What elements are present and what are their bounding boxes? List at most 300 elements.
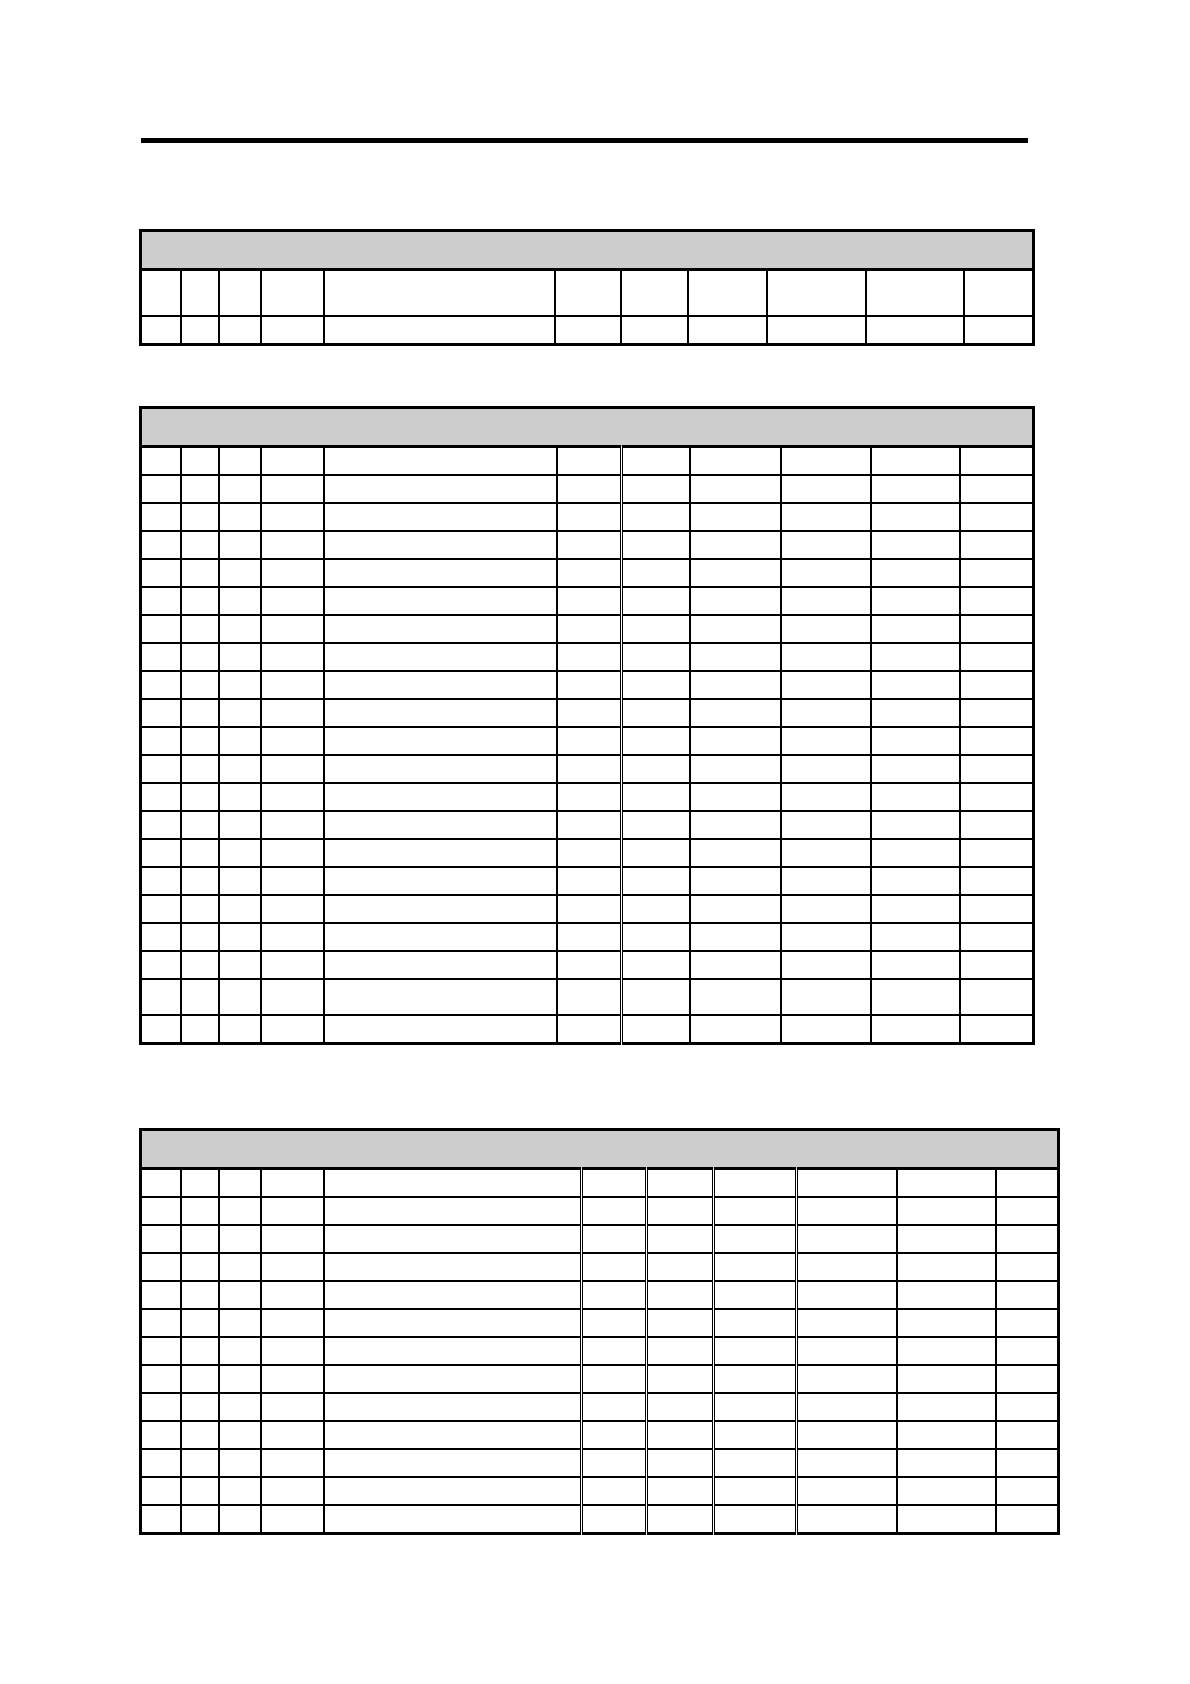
table-row: [141, 1365, 1059, 1393]
table-row: [141, 1393, 1059, 1421]
table-row: [141, 1169, 1059, 1198]
cell: [781, 503, 871, 531]
cell: [557, 783, 622, 811]
cell: [797, 1225, 897, 1253]
table-row: [141, 1225, 1059, 1253]
cell: [219, 979, 261, 1015]
cell: [871, 979, 960, 1015]
cell: [871, 699, 960, 727]
cell: [557, 951, 622, 979]
table-row: [141, 755, 1034, 783]
cell: [324, 1449, 582, 1477]
cell: [781, 531, 871, 559]
cell: [181, 895, 219, 923]
cell: [141, 727, 181, 755]
cell: [871, 867, 960, 895]
cell: [181, 587, 219, 615]
cell: [960, 643, 1034, 671]
cell: [781, 475, 871, 503]
cell: [557, 839, 622, 867]
cell: [261, 270, 324, 317]
cell: [960, 951, 1034, 979]
cell: [261, 1253, 324, 1281]
cell: [219, 1421, 261, 1449]
cell: [781, 699, 871, 727]
cell: [582, 1393, 647, 1421]
cell: [219, 531, 261, 559]
cell: [181, 270, 219, 317]
cell: [960, 587, 1034, 615]
cell: [324, 316, 555, 345]
cell: [797, 1253, 897, 1281]
cell: [141, 1393, 181, 1421]
cell: [219, 727, 261, 755]
cell: [996, 1477, 1059, 1505]
cell: [897, 1281, 996, 1309]
cell: [324, 867, 557, 895]
cell: [219, 1449, 261, 1477]
cell: [261, 979, 324, 1015]
cell: [261, 811, 324, 839]
cell: [871, 447, 960, 476]
cell: [797, 1393, 897, 1421]
cell: [324, 699, 557, 727]
cell: [219, 1393, 261, 1421]
cell: [647, 1477, 714, 1505]
cell: [557, 643, 622, 671]
cell: [622, 643, 690, 671]
cell: [324, 1421, 582, 1449]
cell: [960, 447, 1034, 476]
cell: [690, 503, 781, 531]
table-row: [141, 895, 1034, 923]
cell: [324, 951, 557, 979]
cell: [582, 1365, 647, 1393]
cell: [261, 1197, 324, 1225]
cell: [582, 1505, 647, 1534]
cell: [141, 671, 181, 699]
cell: [714, 1393, 797, 1421]
top-rule: [141, 138, 1028, 143]
cell: [960, 755, 1034, 783]
table-row: [141, 727, 1034, 755]
cell: [960, 895, 1034, 923]
cell: [324, 727, 557, 755]
table-row: [141, 1477, 1059, 1505]
cell: [324, 531, 557, 559]
cell: [871, 951, 960, 979]
table-row: [141, 699, 1034, 727]
cell: [219, 1505, 261, 1534]
cell: [324, 270, 555, 317]
cell: [622, 839, 690, 867]
cell: [219, 475, 261, 503]
cell: [141, 475, 181, 503]
cell: [219, 587, 261, 615]
cell: [181, 811, 219, 839]
cell: [690, 979, 781, 1015]
cell: [897, 1225, 996, 1253]
cell: [324, 503, 557, 531]
table-3: [139, 1128, 1060, 1535]
cell: [324, 1337, 582, 1365]
cell: [622, 503, 690, 531]
cell: [181, 1197, 219, 1225]
cell: [996, 1281, 1059, 1309]
cell: [781, 447, 871, 476]
table-row: [141, 671, 1034, 699]
cell: [897, 1477, 996, 1505]
cell: [181, 1169, 219, 1198]
cell: [219, 1015, 261, 1044]
cell: [261, 587, 324, 615]
cell: [690, 783, 781, 811]
cell: [219, 811, 261, 839]
cell: [582, 1281, 647, 1309]
cell: [557, 503, 622, 531]
cell: [688, 270, 767, 317]
cell: [219, 1281, 261, 1309]
cell: [324, 783, 557, 811]
cell: [714, 1281, 797, 1309]
table-row: [141, 587, 1034, 615]
cell: [996, 1169, 1059, 1198]
table-row: [141, 559, 1034, 587]
cell: [141, 979, 181, 1015]
cell: [324, 755, 557, 783]
cell: [622, 671, 690, 699]
cell: [324, 615, 557, 643]
cell: [324, 671, 557, 699]
cell: [557, 979, 622, 1015]
cell: [181, 559, 219, 587]
cell: [219, 1225, 261, 1253]
cell: [324, 979, 557, 1015]
cell: [714, 1477, 797, 1505]
cell: [141, 1225, 181, 1253]
cell: [582, 1225, 647, 1253]
cell: [690, 839, 781, 867]
cell: [181, 503, 219, 531]
cell: [141, 895, 181, 923]
cell: [261, 839, 324, 867]
cell: [714, 1505, 797, 1534]
cell: [181, 923, 219, 951]
cell: [261, 783, 324, 811]
cell: [324, 475, 557, 503]
cell: [871, 1015, 960, 1044]
cell: [181, 1225, 219, 1253]
cell: [781, 1015, 871, 1044]
cell: [897, 1253, 996, 1281]
cell: [622, 531, 690, 559]
cell: [871, 503, 960, 531]
cell: [960, 811, 1034, 839]
table-row: [141, 643, 1034, 671]
cell: [261, 1421, 324, 1449]
cell: [324, 447, 557, 476]
cell: [181, 1477, 219, 1505]
cell: [781, 783, 871, 811]
cell: [582, 1309, 647, 1337]
cell: [261, 1393, 324, 1421]
cell: [261, 1477, 324, 1505]
cell: [181, 1421, 219, 1449]
cell: [181, 531, 219, 559]
table-row: [141, 1253, 1059, 1281]
cell: [622, 447, 690, 476]
cell: [690, 671, 781, 699]
table-row: [141, 531, 1034, 559]
cell: [897, 1365, 996, 1393]
cell: [690, 923, 781, 951]
cell: [690, 895, 781, 923]
cell: [797, 1365, 897, 1393]
table-row: [141, 979, 1034, 1015]
cell: [181, 1337, 219, 1365]
cell: [866, 270, 964, 317]
cell: [797, 1169, 897, 1198]
cell: [690, 531, 781, 559]
table-row: [141, 867, 1034, 895]
cell: [797, 1421, 897, 1449]
cell: [181, 755, 219, 783]
cell: [647, 1225, 714, 1253]
cell: [714, 1421, 797, 1449]
cell: [690, 559, 781, 587]
cell: [781, 811, 871, 839]
cell: [714, 1449, 797, 1477]
cell: [141, 615, 181, 643]
cell: [960, 615, 1034, 643]
cell: [647, 1197, 714, 1225]
cell: [261, 447, 324, 476]
cell: [261, 951, 324, 979]
cell: [781, 587, 871, 615]
cell: [871, 755, 960, 783]
cell: [324, 895, 557, 923]
table-row: [141, 503, 1034, 531]
cell: [871, 559, 960, 587]
cell: [647, 1421, 714, 1449]
cell: [960, 559, 1034, 587]
table-row: [141, 923, 1034, 951]
cell: [897, 1449, 996, 1477]
cell: [261, 1365, 324, 1393]
table-row: [141, 316, 1034, 345]
cell: [219, 1337, 261, 1365]
cell: [219, 1309, 261, 1337]
cell: [141, 559, 181, 587]
cell: [261, 1169, 324, 1198]
cell: [897, 1309, 996, 1337]
cell: [219, 1365, 261, 1393]
cell: [964, 316, 1034, 345]
cell: [781, 559, 871, 587]
cell: [690, 867, 781, 895]
cell: [622, 811, 690, 839]
cell: [141, 1365, 181, 1393]
cell: [181, 783, 219, 811]
cell: [960, 727, 1034, 755]
cell: [690, 447, 781, 476]
cell: [557, 559, 622, 587]
cell: [141, 1421, 181, 1449]
cell: [582, 1253, 647, 1281]
table-2: [139, 406, 1035, 1045]
cell: [141, 1281, 181, 1309]
cell: [141, 1337, 181, 1365]
cell: [647, 1449, 714, 1477]
cell: [871, 783, 960, 811]
cell: [261, 643, 324, 671]
cell: [261, 1449, 324, 1477]
cell: [690, 475, 781, 503]
cell: [181, 316, 219, 345]
cell: [219, 447, 261, 476]
cell: [219, 951, 261, 979]
cell: [261, 671, 324, 699]
cell: [141, 587, 181, 615]
cell: [141, 643, 181, 671]
cell: [622, 727, 690, 755]
cell: [582, 1197, 647, 1225]
cell: [261, 1015, 324, 1044]
table-row: [141, 1281, 1059, 1309]
cell: [582, 1477, 647, 1505]
cell: [261, 755, 324, 783]
cell: [622, 559, 690, 587]
cell: [181, 475, 219, 503]
cell: [960, 531, 1034, 559]
cell: [714, 1253, 797, 1281]
cell: [219, 839, 261, 867]
cell: [622, 783, 690, 811]
cell: [797, 1337, 897, 1365]
cell: [141, 1169, 181, 1198]
cell: [557, 867, 622, 895]
cell: [219, 923, 261, 951]
cell: [181, 1281, 219, 1309]
cell: [647, 1253, 714, 1281]
cell: [324, 1281, 582, 1309]
cell: [141, 447, 181, 476]
cell: [582, 1449, 647, 1477]
cell: [897, 1337, 996, 1365]
table-row: [141, 1421, 1059, 1449]
cell: [797, 1505, 897, 1534]
cell: [871, 643, 960, 671]
cell: [181, 1309, 219, 1337]
cell: [897, 1421, 996, 1449]
cell: [964, 270, 1034, 317]
cell: [324, 1253, 582, 1281]
cell: [647, 1365, 714, 1393]
cell: [996, 1309, 1059, 1337]
cell: [797, 1449, 897, 1477]
cell: [647, 1505, 714, 1534]
cell: [996, 1393, 1059, 1421]
cell: [181, 699, 219, 727]
cell: [622, 699, 690, 727]
cell: [261, 923, 324, 951]
cell: [781, 839, 871, 867]
cell: [324, 811, 557, 839]
cell: [996, 1253, 1059, 1281]
cell: [897, 1505, 996, 1534]
table-3-title-band: [141, 1130, 1059, 1169]
table-3-title: [141, 1130, 1059, 1169]
cell: [960, 783, 1034, 811]
cell: [622, 1015, 690, 1044]
cell: [141, 867, 181, 895]
cell: [781, 867, 871, 895]
cell: [181, 951, 219, 979]
table-1-title: [141, 231, 1034, 270]
cell: [960, 699, 1034, 727]
cell: [557, 447, 622, 476]
cell: [141, 1253, 181, 1281]
cell: [688, 316, 767, 345]
cell: [219, 783, 261, 811]
cell: [690, 811, 781, 839]
cell: [622, 923, 690, 951]
cell: [141, 699, 181, 727]
cell: [996, 1365, 1059, 1393]
cell: [960, 1015, 1034, 1044]
cell: [324, 923, 557, 951]
cell: [141, 783, 181, 811]
cell: [261, 1281, 324, 1309]
cell: [141, 839, 181, 867]
cell: [181, 867, 219, 895]
cell: [141, 923, 181, 951]
cell: [621, 270, 688, 317]
cell: [219, 1477, 261, 1505]
cell: [960, 867, 1034, 895]
cell: [324, 839, 557, 867]
cell: [690, 643, 781, 671]
cell: [871, 727, 960, 755]
cell: [219, 559, 261, 587]
cell: [261, 1337, 324, 1365]
cell: [960, 923, 1034, 951]
cell: [557, 727, 622, 755]
cell: [557, 475, 622, 503]
table-row: [141, 1505, 1059, 1534]
cell: [555, 316, 621, 345]
cell: [622, 615, 690, 643]
table-1: [139, 229, 1035, 346]
cell: [181, 979, 219, 1015]
cell: [622, 867, 690, 895]
cell: [714, 1197, 797, 1225]
cell: [714, 1365, 797, 1393]
cell: [871, 531, 960, 559]
cell: [582, 1169, 647, 1198]
cell: [219, 1253, 261, 1281]
cell: [555, 270, 621, 317]
cell: [181, 1393, 219, 1421]
cell: [996, 1225, 1059, 1253]
table-3-body: [141, 1169, 1059, 1534]
cell: [324, 1393, 582, 1421]
table-row: [141, 1309, 1059, 1337]
cell: [557, 755, 622, 783]
cell: [781, 615, 871, 643]
cell: [261, 316, 324, 345]
cell: [219, 615, 261, 643]
